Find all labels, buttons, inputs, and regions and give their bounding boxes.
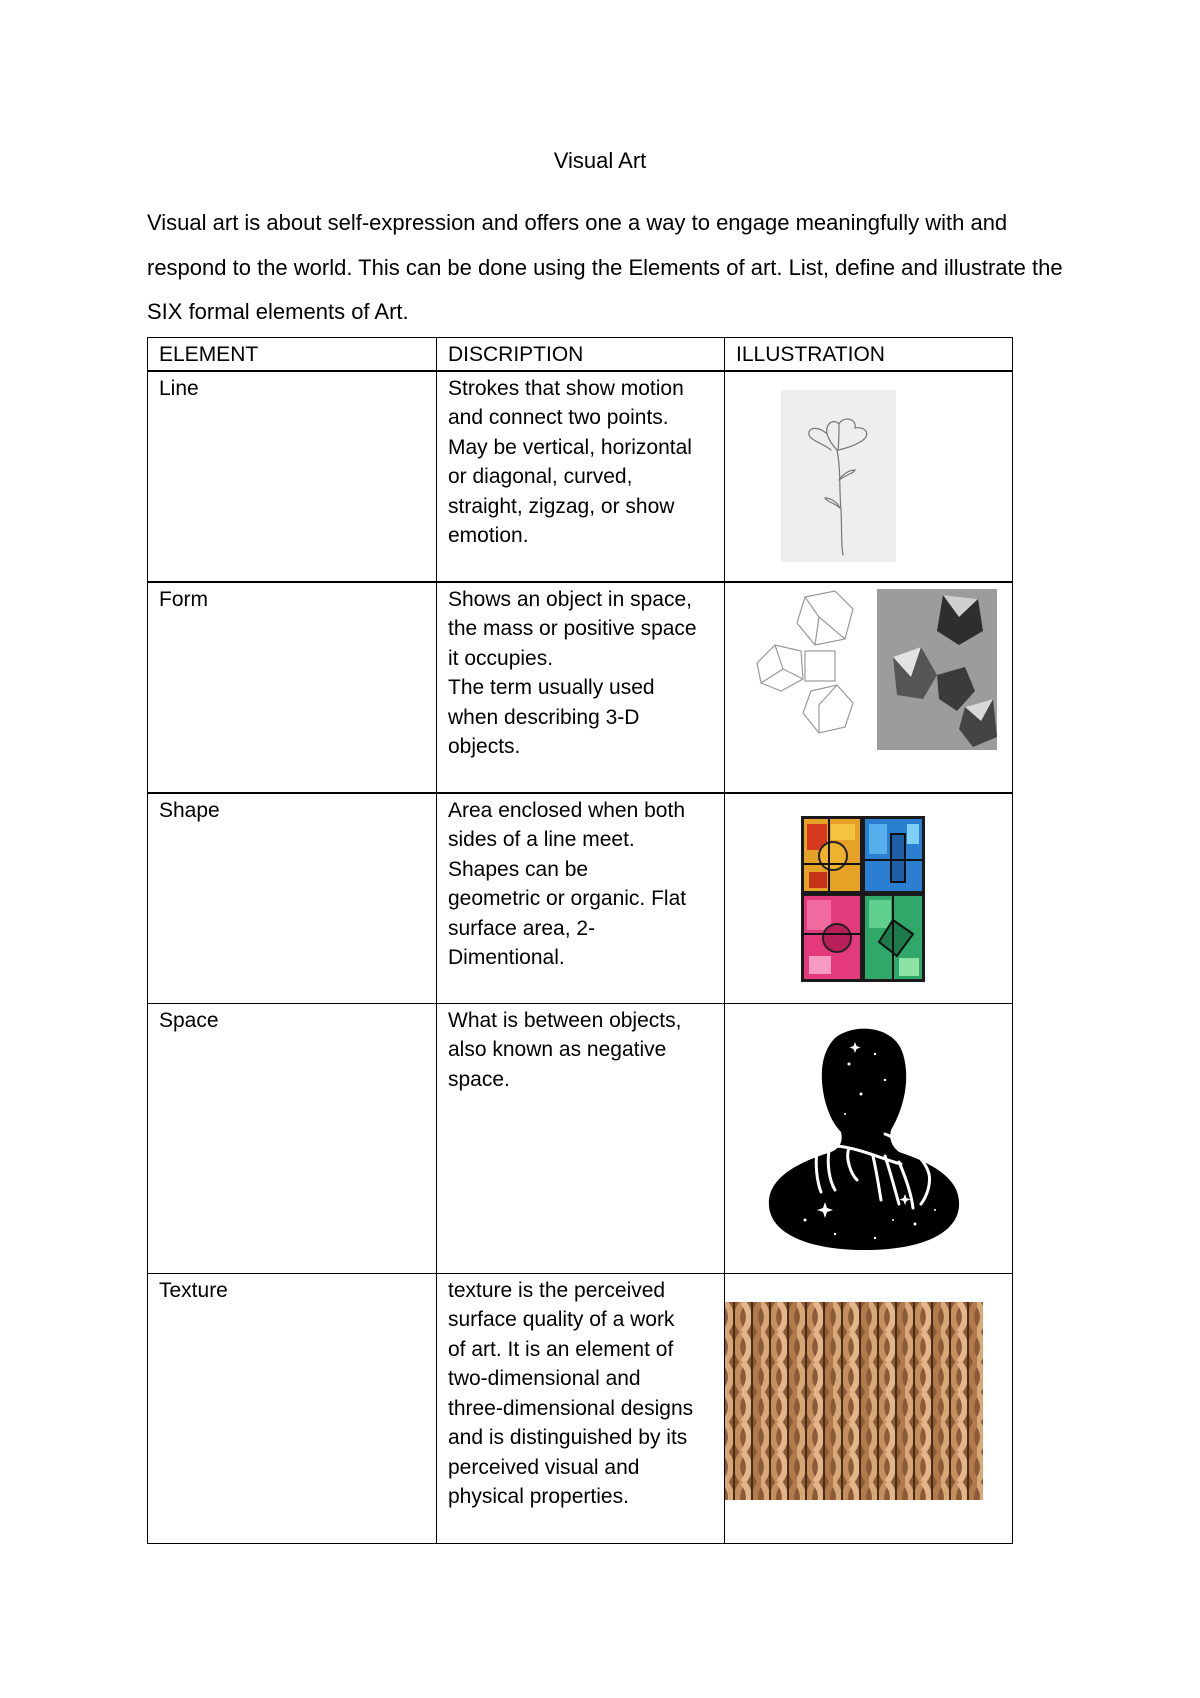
header-illustration: ILLUSTRATION <box>725 338 1013 371</box>
silhouette-space-image <box>765 1024 965 1254</box>
element-description: Shows an object in space, the mass or positive space it occupies. The term usually used when describing 3-D objects. <box>437 582 725 793</box>
element-illustration <box>725 1273 1013 1543</box>
element-description: texture is the perceived surface quality of a work of art. It is an element of two-dimensional and three-dimensional designs and is distinguished by its perceived visual and physical properties. <box>437 1273 725 1543</box>
element-description: What is between objects, also known as negative space. <box>437 1003 725 1273</box>
element-illustration <box>725 1003 1013 1273</box>
stained-glass-image <box>801 816 925 982</box>
element-description: Strokes that show motion and connect two points. May be vertical, horizontal or diagonal, curved, straight, zigzag, or show emotion. <box>437 371 725 582</box>
element-name: Space <box>148 1003 437 1273</box>
header-description: DISCRIPTION <box>437 338 725 371</box>
element-illustration <box>725 793 1013 1004</box>
element-illustration <box>725 582 1013 793</box>
element-description: Area enclosed when both sides of a line meet. Shapes can be geometric or organic. Flat surface area, 2- Dimentional. <box>437 793 725 1004</box>
table-header-row <box>148 338 1013 371</box>
table-row <box>148 1003 1013 1273</box>
element-name: Texture <box>148 1273 437 1543</box>
geometric-solids-image <box>753 587 998 752</box>
element-name: Shape <box>148 793 437 1004</box>
intro-paragraph: Visual art is about self-expression and offers one a way to engage meaningfully with and respond to the world. This can be done using the Elements of art. List, define and illustrate the SIX formal elements of Art. <box>147 210 1063 324</box>
woven-texture-image <box>725 1302 983 1500</box>
elements-table <box>147 337 1013 1544</box>
element-name: Line <box>148 371 437 582</box>
element-illustration <box>725 371 1013 582</box>
header-element: ELEMENT <box>148 338 437 371</box>
table-row <box>148 793 1013 1004</box>
flower-line-drawing-image <box>781 390 896 562</box>
table-row <box>148 1273 1013 1543</box>
page-title: Visual Art <box>553 148 647 173</box>
table-row <box>148 371 1013 582</box>
table-row <box>148 582 1013 793</box>
element-name: Form <box>148 582 437 793</box>
